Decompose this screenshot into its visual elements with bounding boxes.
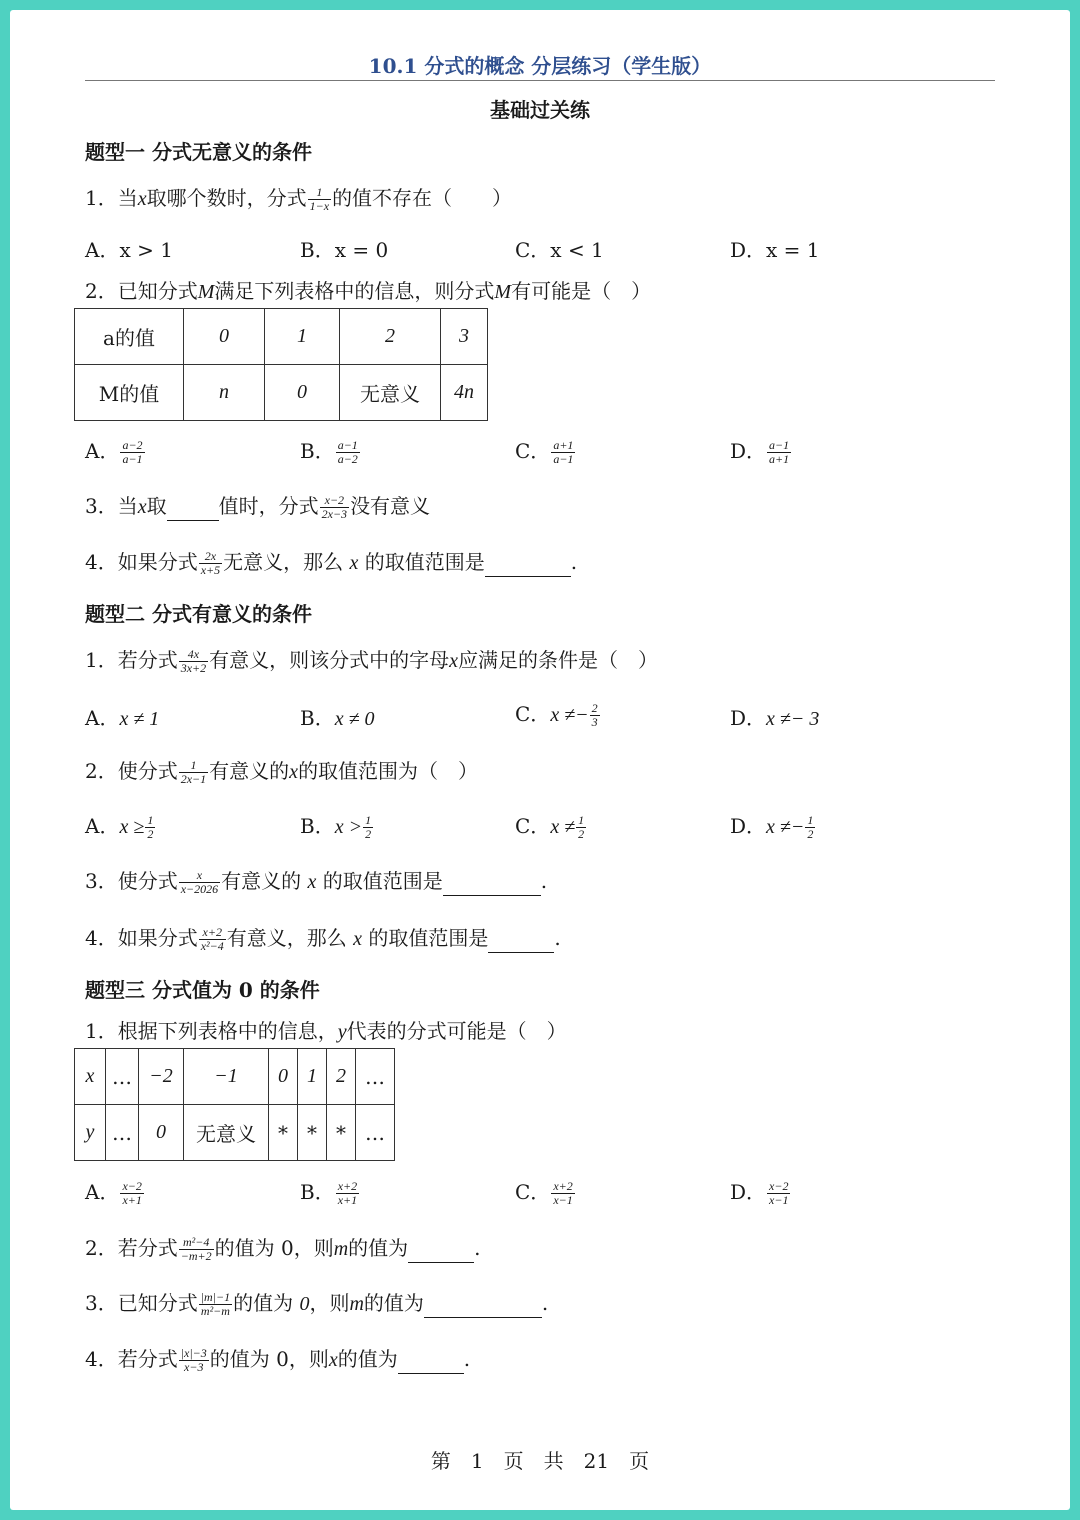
page-title: 10.1 分式的概念 分层练习（学生版） — [368, 54, 712, 78]
table-cell: 1 — [298, 1049, 327, 1105]
s2-q2-option-d: D．x ≠− $\frac{1}{2}$ — [730, 813, 814, 841]
s2-q1-option-a: A．x ≠ 1 — [85, 706, 160, 730]
table-cell: … — [106, 1049, 139, 1105]
table-cell: * — [327, 1105, 356, 1161]
s1-q2-option-d: D． $\frac{a-1}{a+1}$ — [730, 438, 790, 466]
s3-q1-table — [74, 1048, 395, 1161]
s2-question-3: 3．使分式 $\frac{x}{x-2026}$ 有意义的 x 的取值范围是 . — [85, 868, 548, 896]
table-cell: 4n — [441, 365, 488, 421]
page-subtitle: 基础过关练 — [490, 98, 590, 122]
s1-q2-option-a: A． $\frac{a-2}{a-1}$ — [85, 438, 143, 466]
s3-q1-option-a: A． $\frac{x-2}{x+1}$ — [85, 1179, 142, 1207]
section-heading-3: 题型三 分式值为 0 的条件 — [85, 978, 320, 1002]
s3-question-3: 3．已知分式 $\frac{|m|-1}{\text{m²−m}}$ 的值为 0，则m的值为 . — [85, 1290, 549, 1318]
s1-question-2: 2．已知分式M满足下列表格中的信息，则分式M有可能是（ ） — [85, 279, 652, 303]
table-cell: −1 — [184, 1049, 269, 1105]
page-footer: 第 1 页 共 21 页 — [430, 1449, 650, 1473]
s1-q1-option-b: B．x = 0 — [300, 238, 389, 262]
s2-q1-option-c: C．x ≠− $\frac{2}{3}$ — [515, 701, 598, 729]
s1-q1-option-a: A．x > 1 — [85, 238, 173, 262]
s1-question-3: 3．当x取 值时，分式 $\frac{x-2}{2x-3}$ 没有意义 — [85, 493, 431, 521]
table-cell: x — [75, 1049, 106, 1105]
title-divider — [85, 80, 995, 81]
answer-blank — [398, 1355, 464, 1374]
s2-question-1: 1．若分式 $\frac{4x}{3x+2}$ 有意义，则该分式中的字母x应满足的条件是（ ） — [85, 647, 659, 675]
s2-q2-option-a: A．x ≥ $\frac{1}{2}$ — [85, 813, 154, 841]
answer-blank — [488, 934, 554, 953]
section-heading-1: 题型一 分式无意义的条件 — [85, 140, 312, 164]
answer-blank — [485, 558, 571, 577]
table-cell: 无意义 — [184, 1105, 269, 1161]
answer-blank — [443, 877, 541, 896]
table-cell: M的值 — [75, 365, 184, 421]
s3-q1-option-d: D． $\frac{x-2}{x-1}$ — [730, 1179, 789, 1207]
s2-q1-option-b: B．x ≠ 0 — [300, 706, 375, 730]
table-cell: n — [184, 365, 265, 421]
table-cell: 2 — [327, 1049, 356, 1105]
s2-question-4: 4．如果分式 $\frac{x+2}{\text{x²−4}}$ 有意义，那么 x 的取值范围是 . — [85, 925, 561, 953]
table-cell: a的值 — [75, 309, 184, 365]
s1-question-4: 4．如果分式 $\frac{2x}{x+5}$ 无意义，那么 x 的取值范围是 . — [85, 549, 578, 577]
s1-q1-option-d: D．x = 1 — [730, 238, 820, 262]
section-heading-2: 题型二 分式有意义的条件 — [85, 602, 312, 626]
s3-q1-option-b: B． $\frac{x+2}{x+1}$ — [300, 1179, 358, 1207]
table-cell: … — [356, 1049, 395, 1105]
answer-blank — [167, 502, 219, 521]
s1-q2-option-b: B． $\frac{a-1}{a-2}$ — [300, 438, 358, 466]
table-cell: 0 — [265, 365, 340, 421]
s3-q1-option-c: C． $\frac{x+2}{x-1}$ — [515, 1179, 573, 1207]
answer-blank — [424, 1299, 542, 1318]
table-cell: * — [269, 1105, 298, 1161]
s1-q1-option-c: C．x < 1 — [515, 238, 604, 262]
table-cell: … — [106, 1105, 139, 1161]
table-cell: * — [298, 1105, 327, 1161]
table-cell: 0 — [184, 309, 265, 365]
table-cell: … — [356, 1105, 395, 1161]
s2-q2-option-c: C．x ≠ $\frac{1}{2}$ — [515, 813, 585, 841]
s1-q2-table — [74, 308, 488, 421]
s2-q2-option-b: B．x > $\frac{1}{2}$ — [300, 813, 372, 841]
table-cell: 2 — [340, 309, 441, 365]
table-cell: 3 — [441, 309, 488, 365]
s2-q1-option-d: D．x ≠− 3 — [730, 706, 820, 730]
document-page — [10, 10, 1070, 1510]
s3-question-4: 4．若分式 $\frac{|x|-3}{x-3}$ 的值为 0，则x的值为 . — [85, 1346, 471, 1374]
s1-question-1: 1．当x取哪个数时，分式 $\frac{1}{1-x}$ 的值不存在（ ） — [85, 185, 513, 213]
s3-question-2: 2．若分式 $\frac{\text{m²−4}}{-m+2}$ 的值为 0，则m的值为 . — [85, 1235, 481, 1263]
table-cell: 无意义 — [340, 365, 441, 421]
s2-question-2: 2．使分式 $\frac{1}{2x-1}$ 有意义的x的取值范围为（ ） — [85, 758, 479, 786]
table-cell: 0 — [139, 1105, 184, 1161]
s3-question-1: 1．根据下列表格中的信息，y代表的分式可能是（ ） — [85, 1019, 567, 1043]
table-cell: −2 — [139, 1049, 184, 1105]
table-cell: y — [75, 1105, 106, 1161]
table-cell: 0 — [269, 1049, 298, 1105]
s1-q2-option-c: C． $\frac{a+1}{a-1}$ — [515, 438, 574, 466]
table-cell: 1 — [265, 309, 340, 365]
fraction: $\frac{1}{1-x}$ — [309, 185, 330, 213]
answer-blank — [408, 1244, 474, 1263]
